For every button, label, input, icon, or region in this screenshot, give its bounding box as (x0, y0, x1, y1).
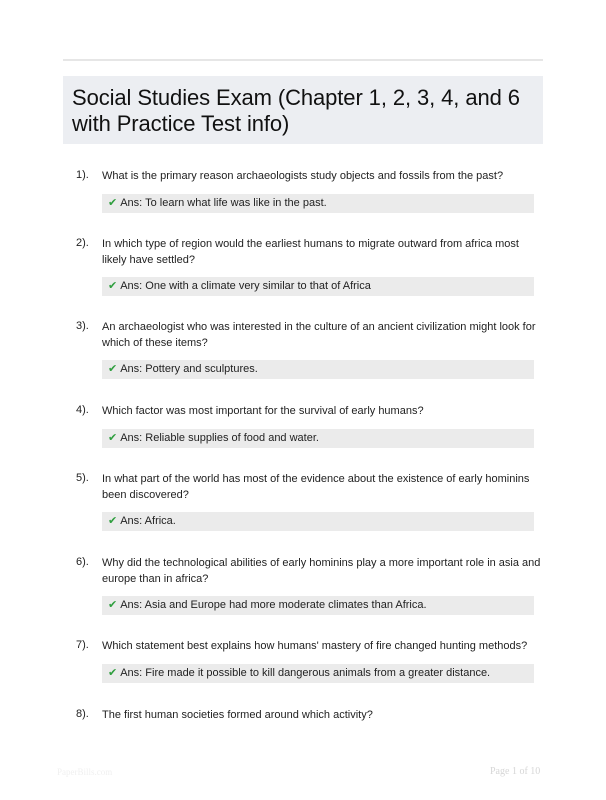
check-icon: ✔ (108, 599, 118, 611)
check-icon: ✔ (108, 432, 118, 444)
answer-box (102, 596, 534, 615)
answer-text: Ans: One with a climate very similar to that of Africa (120, 280, 371, 292)
answer-box (102, 429, 534, 448)
question-number: 2). (76, 237, 89, 249)
question-number: 1). (76, 169, 89, 181)
page-title: Social Studies Exam (Chapter 1, 2, 3, 4, and 6 with Practice Test info) (72, 85, 520, 136)
question-text: Which statement best explains how humans' mastery of fire changed hunting methods? (102, 640, 528, 652)
footer-watermark: PaperBills.com (57, 767, 113, 777)
question-text: In which type of region would the earliest humans to migrate outward from africa most likely have settled? (102, 238, 519, 266)
question-number: 4). (76, 404, 89, 416)
answer-box (102, 360, 534, 379)
question-text: Which factor was most important for the survival of early humans? (102, 405, 424, 417)
question-text: In what part of the world has most of the evidence about the existence of early hominins been discovered? (102, 473, 530, 501)
answer-box (102, 277, 534, 296)
question-text: What is the primary reason archaeologists study objects and fossils from the past? (102, 170, 504, 182)
question-number: 7). (76, 639, 89, 651)
check-icon: ✔ (108, 667, 118, 679)
answer-box (102, 512, 534, 531)
question-number: 8). (76, 708, 89, 720)
check-icon: ✔ (108, 280, 118, 292)
answer-text: Ans: Pottery and sculptures. (120, 363, 258, 375)
answer-box (102, 194, 534, 213)
question-number: 6). (76, 556, 89, 568)
check-icon: ✔ (108, 363, 118, 375)
check-icon: ✔ (108, 197, 118, 209)
answer-text: Ans: Reliable supplies of food and water. (120, 432, 319, 444)
top-divider (63, 59, 543, 61)
answer-text: Ans: Africa. (120, 515, 176, 527)
page-indicator: Page 1 of 10 (490, 766, 541, 777)
question-number: 5). (76, 472, 89, 484)
title-banner (63, 76, 543, 144)
question-text: An archaeologist who was interested in the culture of an ancient civilization might look for which of these items? (102, 321, 536, 349)
answer-text: Ans: Asia and Europe had more moderate climates than Africa. (120, 599, 427, 611)
answer-text: Ans: To learn what life was like in the past. (120, 197, 327, 209)
check-icon: ✔ (108, 515, 118, 527)
question-text: Why did the technological abilities of early hominins play a more important role in asia and europe than in africa? (102, 557, 541, 585)
question-text: The first human societies formed around which activity? (102, 709, 373, 721)
question-number: 3). (76, 320, 89, 332)
answer-text: Ans: Fire made it possible to kill dangerous animals from a greater distance. (120, 667, 491, 679)
answer-box (102, 664, 534, 683)
